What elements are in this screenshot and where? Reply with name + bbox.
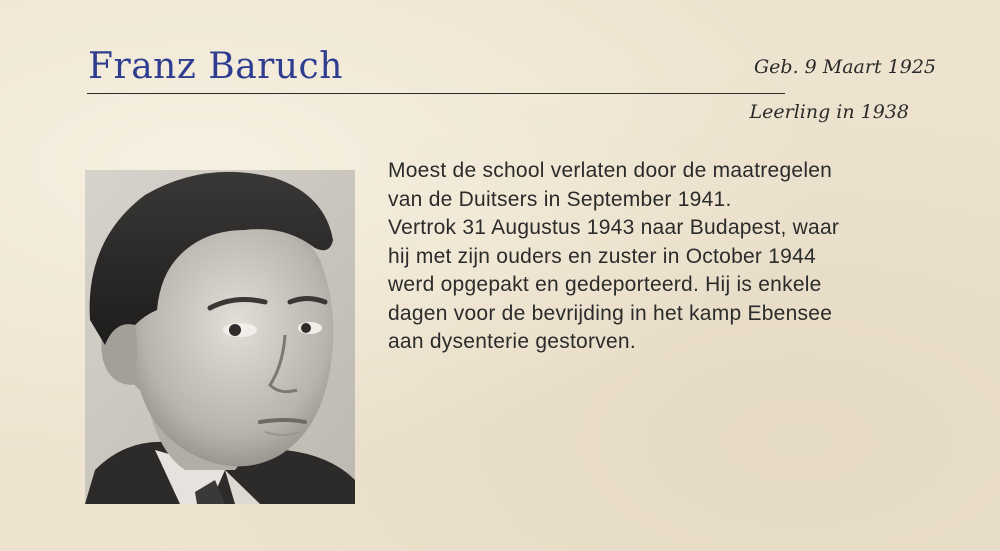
bio-line: aan dysenterie gestorven.	[388, 330, 636, 353]
bio-line: hij met zijn ouders en zuster in October 1944	[388, 244, 816, 268]
biography-text	[388, 157, 948, 357]
pupil-year: Leerling in 1938	[749, 101, 909, 123]
bio-line: Moest de school verlaten door de maatregelen	[388, 159, 833, 182]
bio-line: werd opgepakt en gedeporteerd. Hij is enkele	[388, 273, 822, 296]
portrait-photo	[85, 170, 355, 504]
bio-line: Vertrok 31 Augustus 1943 naar Budapest, waar	[388, 216, 840, 239]
header-divider	[87, 93, 785, 94]
bio-line: dagen voor de bevrijding in het kamp Ebensee	[388, 301, 833, 325]
student-portrait-icon	[85, 170, 355, 504]
bio-line: van de Duitsers in September 1941.	[388, 187, 732, 211]
person-name: Franz Baruch	[88, 46, 343, 87]
birth-date: Geb. 9 Maart 1925	[753, 56, 936, 78]
